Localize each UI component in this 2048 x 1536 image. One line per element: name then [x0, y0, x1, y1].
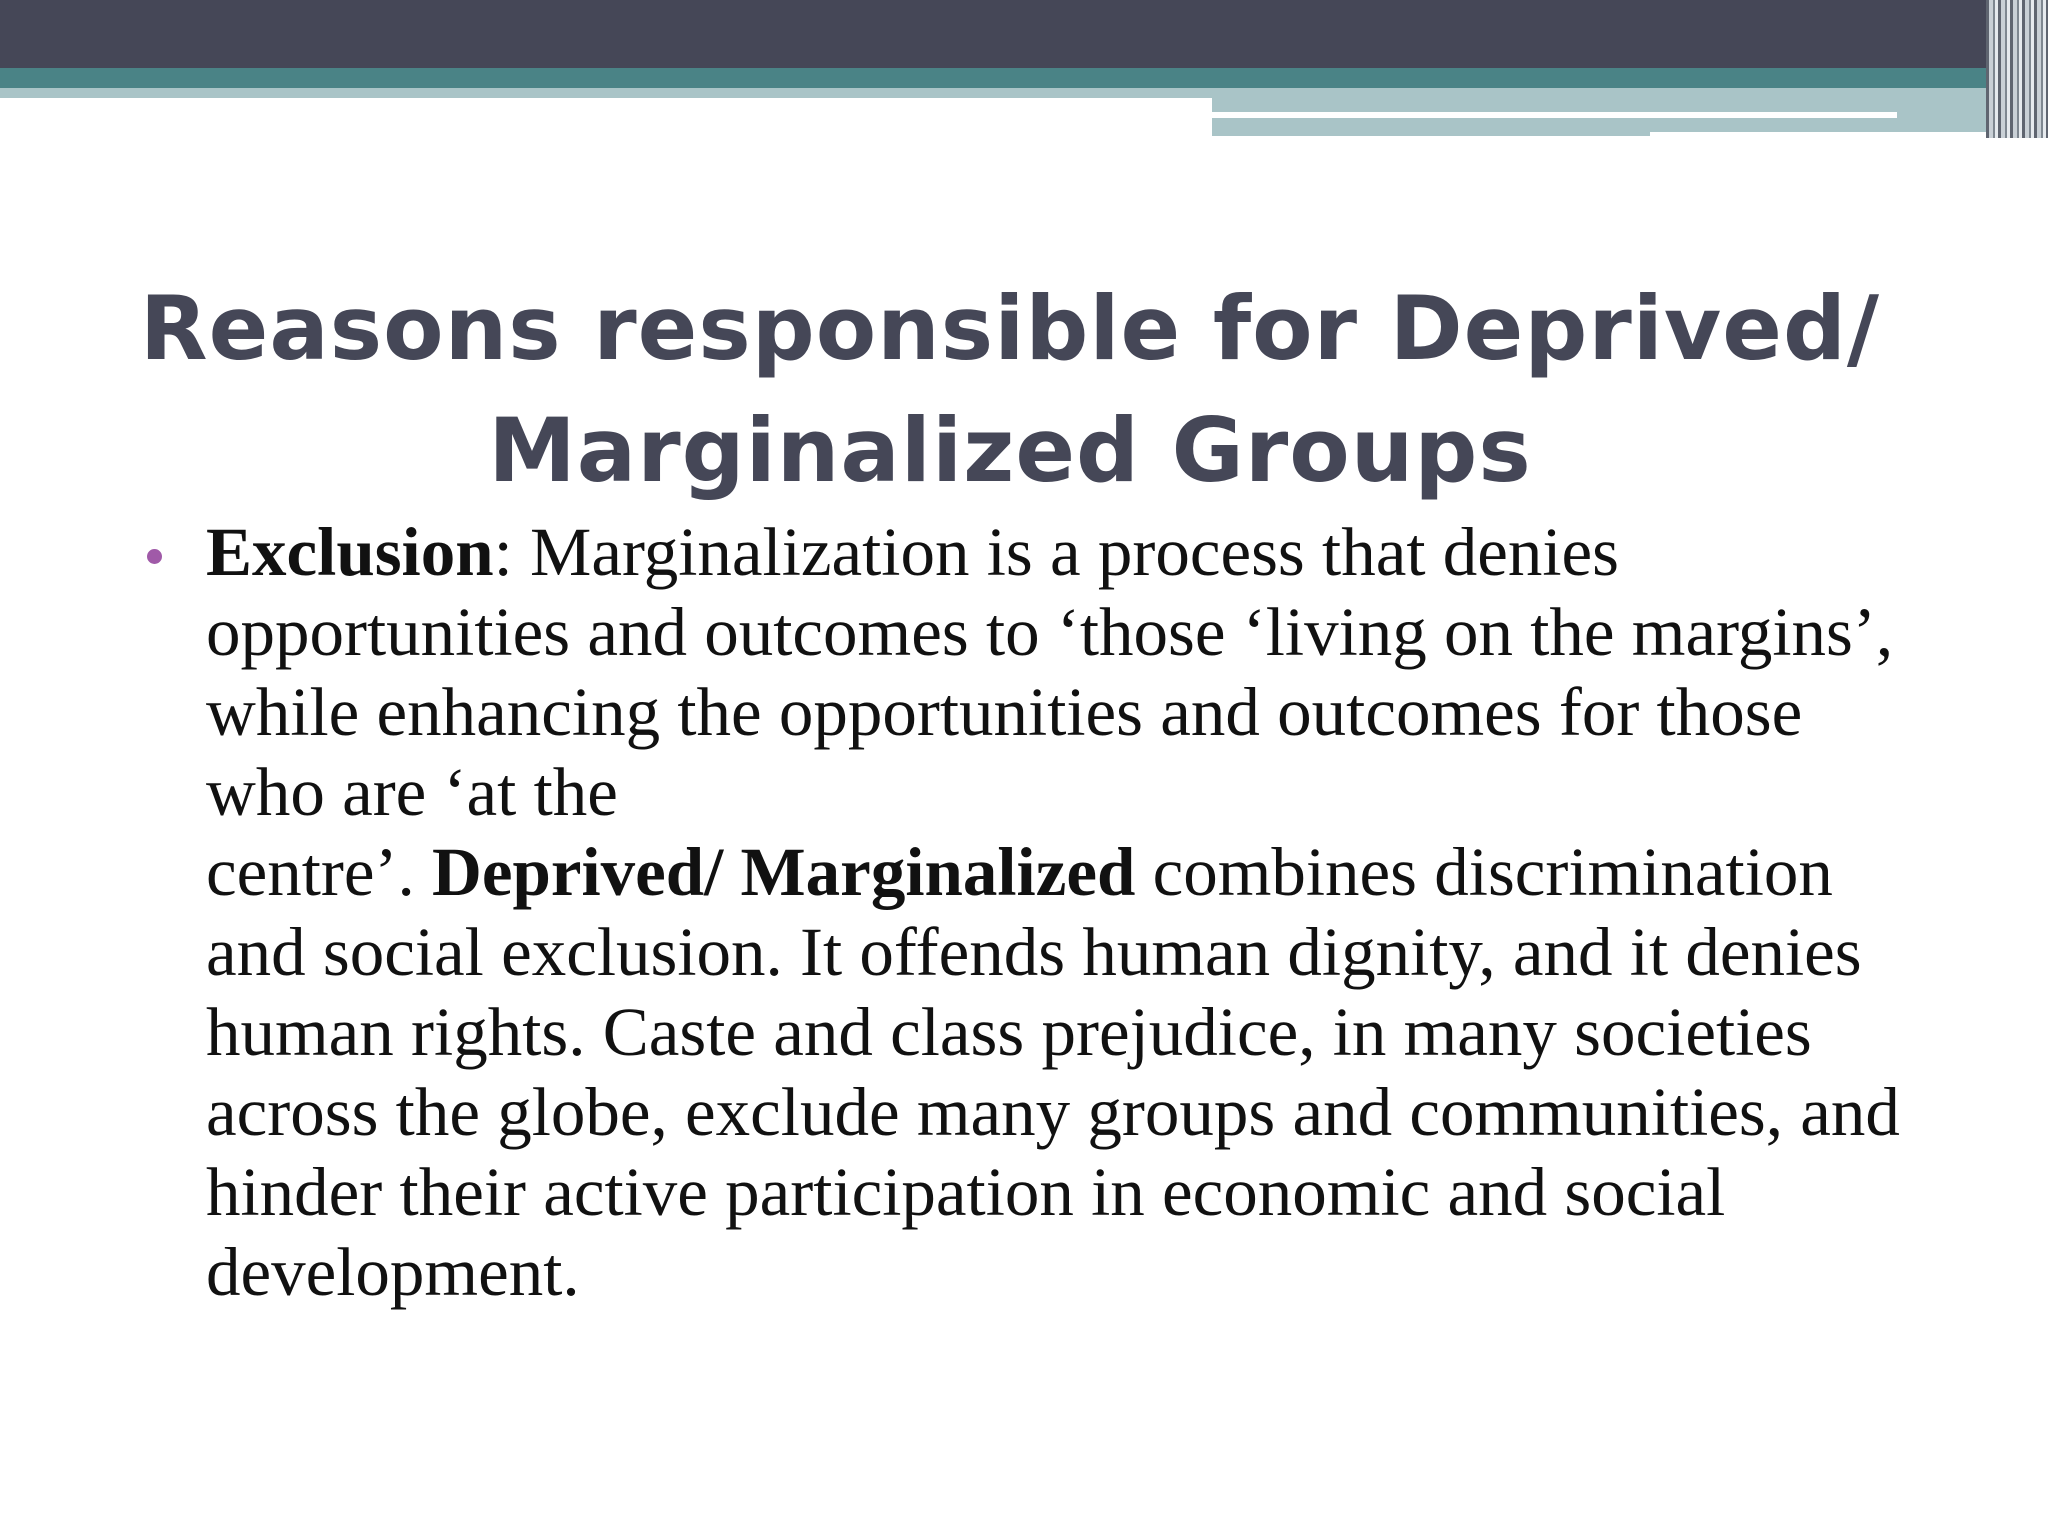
- header-edge-stripes: [1986, 0, 2048, 138]
- bullet-dot-icon: [147, 549, 162, 564]
- bullet-bold-phrase: Deprived/ Marginalized: [432, 834, 1136, 910]
- slide-title-line-2: Marginalized Groups: [488, 399, 1532, 502]
- bullet-list: [140, 512, 1930, 1312]
- slide-title-line-1: Reasons responsible for Deprived/: [139, 277, 1881, 380]
- bullet-item-exclusion: [140, 512, 1930, 1312]
- header-dark-band: [0, 0, 2048, 68]
- header-light-stripe: [0, 88, 1212, 98]
- bullet-term: Exclusion: [206, 514, 494, 590]
- header-teal-band: [0, 68, 2048, 88]
- header-white-line: [1212, 112, 1897, 118]
- bullet-text-rest: combines discrimination and social exclusion. It offends human dignity, and it denies human rights. Caste and class prejudice, in many societies across the globe, exclude many groups and communities, and hinder their active participation in economic and social development.: [206, 834, 1900, 1310]
- bullet-text-part-1: : Marginalization is a process that denies opportunities and outcomes to ‘those ‘living on the margins’, while enhancing the opportunities and outcomes for those who are ‘at the: [206, 514, 1894, 830]
- bullet-text-centre: centre’.: [206, 834, 433, 910]
- slide-title: [120, 268, 1900, 512]
